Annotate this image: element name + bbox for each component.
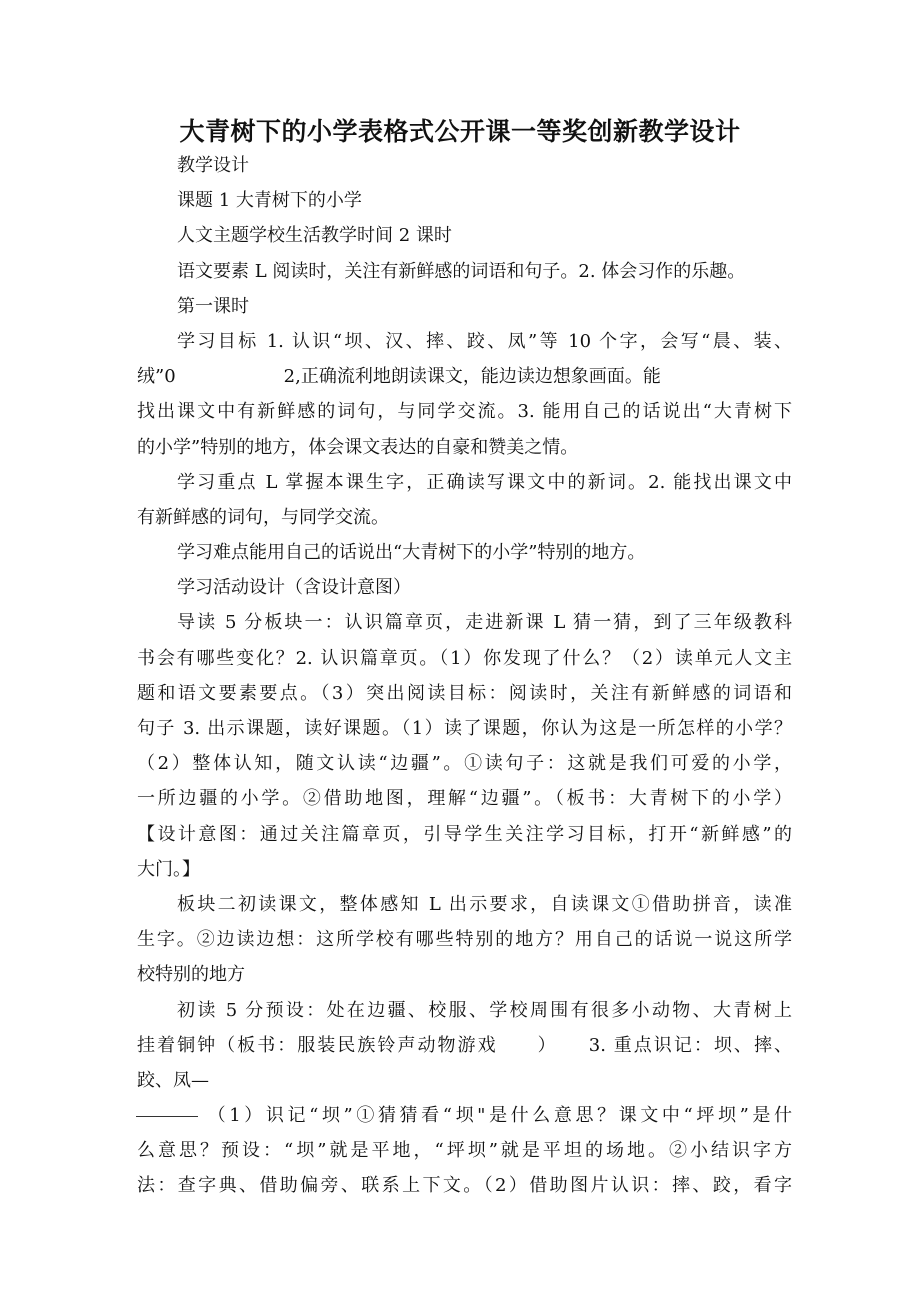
text-line xyxy=(137,887,792,922)
line-text: 书会有哪些变化？2. 认识篇章页。（1）你发现了什么？（2）读单元人文主 xyxy=(137,647,792,669)
text-line xyxy=(137,254,792,289)
line-text: 初读 5 分预设：处在边疆、校服、学校周围有很多小动物、大青树上 xyxy=(177,999,792,1021)
line-text: 板块二初读课文，整体感知 L 出示要求，自读课文①借助拼音，读准 xyxy=(177,893,792,915)
line-text: 教学设计 xyxy=(177,155,249,176)
line-text: 生字。②边读边想：这所学校有哪些特别的地方？用自己的话说一说这所学 xyxy=(137,929,792,951)
text-line xyxy=(137,641,792,676)
text-line xyxy=(137,957,792,992)
line-text: 人文主题学校生活教学时间 2 课时 xyxy=(177,225,452,247)
line-text: 语文要素 L 阅读时，关注有新鲜感的词语和句子。2. 体会习作的乐趣。 xyxy=(177,260,746,282)
line-text: 学习难点能用自己的话说出“大青树下的小学”特别的地方。 xyxy=(177,542,646,564)
text-line xyxy=(137,1028,792,1063)
text-line xyxy=(137,993,792,1028)
line-text: 句子 3. 出示课题，读好课题。（1）读了课题，你认为这是一所怎样的小学？ xyxy=(137,718,792,739)
text-line xyxy=(137,852,792,887)
text-line xyxy=(137,1133,792,1168)
text-line xyxy=(137,394,792,429)
text-line xyxy=(134,1098,792,1133)
line-text: 课题 1 大青树下的小学 xyxy=(177,190,362,212)
text-line xyxy=(137,500,792,535)
line-text: 绒”0 2,正确流利地朗读课文，能边读边想象画面。能 xyxy=(137,366,661,388)
text-line xyxy=(137,570,792,605)
text-line xyxy=(137,465,792,500)
fill-in-blank xyxy=(136,1115,198,1117)
line-text: 有新鲜感的词句，与同学交流。 xyxy=(137,506,389,528)
text-line xyxy=(137,535,792,570)
line-text: 找出课文中有新鲜感的词句，与同学交流。3. 能用自己的话说出“大青树下 xyxy=(137,401,792,423)
line-text: 学习活动设计（含设计意图） xyxy=(177,577,411,599)
text-line xyxy=(137,711,792,746)
text-line xyxy=(137,430,792,465)
line-text: （1）识记“坝”①猜猜看“坝"是什么意思？课文中“坪坝”是什 xyxy=(204,1105,792,1127)
text-line xyxy=(137,183,792,218)
document-title: 大青树下的小学表格式公开课一等奖创新教学设计 xyxy=(179,117,741,146)
text-line xyxy=(137,148,792,183)
line-text: 么意思？预设：“坝”就是平地，“坪坝”就是平坦的场地。②小结识字方 xyxy=(137,1140,792,1162)
line-text: 校特别的地方 xyxy=(137,964,245,986)
line-text: 大门。】 xyxy=(137,858,200,880)
text-line xyxy=(137,922,792,957)
text-line xyxy=(137,1063,792,1098)
line-text: 学习目标 1. 认识“坝、汉、摔、跤、凤”等 10 个字，会写“晨、装、 xyxy=(177,330,792,352)
line-text: 导读 5 分板块一：认识篇章页，走进新课 L 猜一猜，到了三年级教科 xyxy=(177,612,792,634)
line-text: 第一课时 xyxy=(177,295,249,317)
line-text: 挂着铜钟（板书：服装民族铃声动物游戏 ） 3. 重点识记：坝、摔、 xyxy=(137,1034,792,1056)
line-text: 法：查字典、借助偏旁、联系上下文。（2）借助图片认识：摔、跤，看字 xyxy=(137,1175,792,1197)
text-line xyxy=(137,781,792,816)
line-text: 一所边疆的小学。②借助地图，理解“边疆”。（板书：大青树下的小学） xyxy=(137,788,792,810)
line-text: （2）整体认知，随文认读“边疆”。①读句子：这就是我们可爱的小学， xyxy=(137,753,792,775)
text-line xyxy=(137,676,792,711)
line-text: 的小学”特别的地方，体会课文表达的自豪和赞美之情。 xyxy=(137,436,579,458)
line-text: 学习重点 L 掌握本课生字，正确读写课文中的新词。2. 能找出课文中 xyxy=(177,471,792,493)
text-line xyxy=(137,359,792,394)
line-text: 【设计意图：通过关注篇章页，引导学生关注学习目标，打开“新鲜感”的 xyxy=(137,823,792,845)
text-line xyxy=(137,289,792,324)
document-body xyxy=(137,148,792,1204)
line-text: 题和语文要素要点。（3）突出阅读目标：阅读时，关注有新鲜感的词语和 xyxy=(137,682,792,704)
text-line xyxy=(137,324,792,359)
text-line xyxy=(137,1168,792,1203)
text-line xyxy=(137,218,792,253)
text-line xyxy=(137,605,792,640)
text-line xyxy=(137,746,792,781)
line-text: 跤、凤— xyxy=(137,1069,209,1091)
text-line xyxy=(137,817,792,852)
